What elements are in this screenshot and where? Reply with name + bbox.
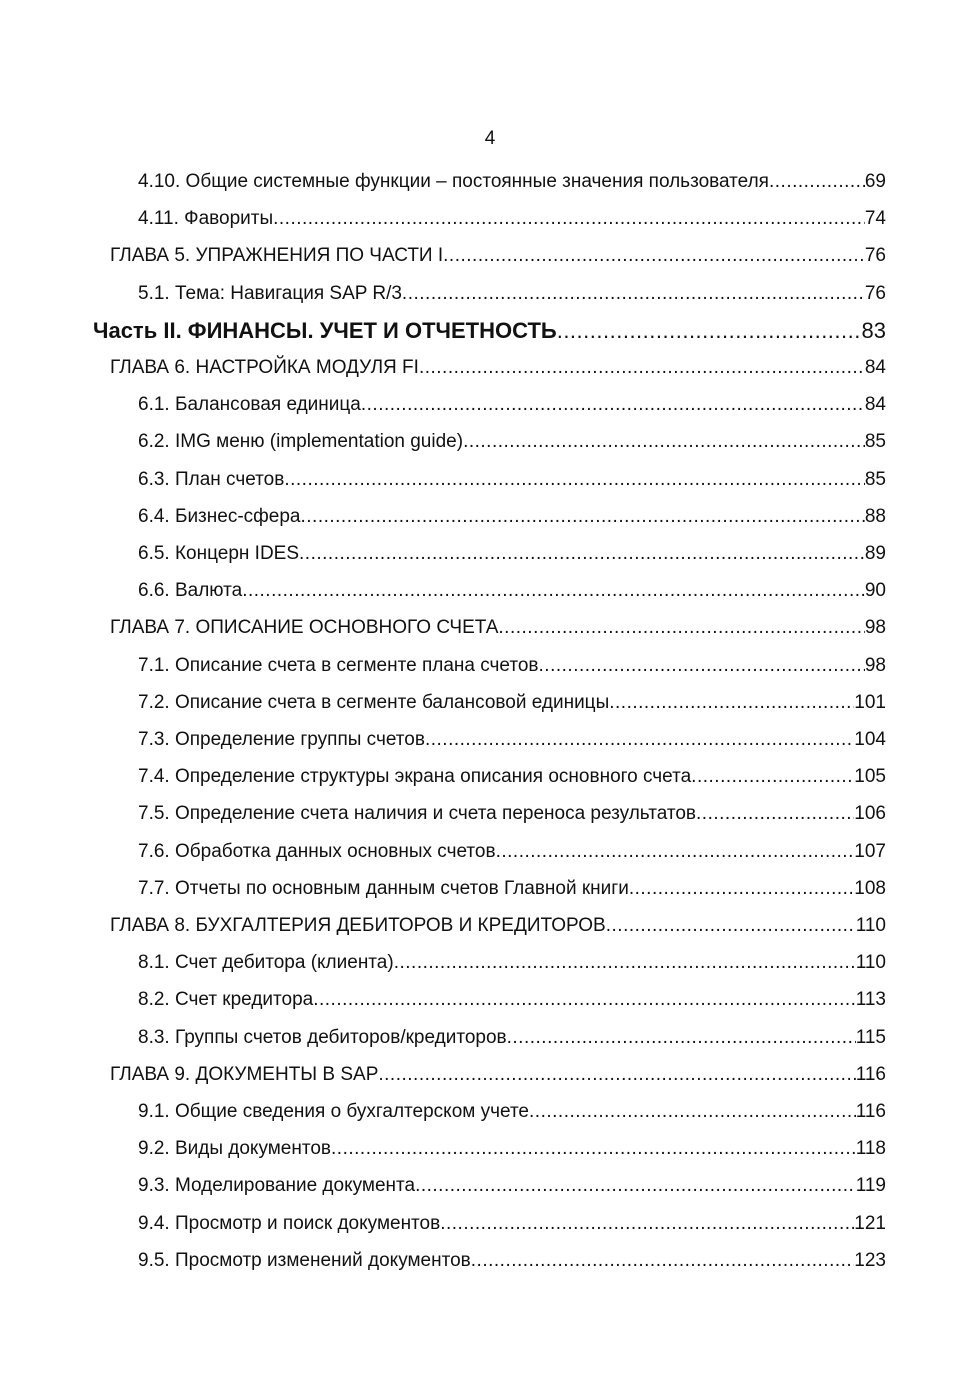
toc-dot-leader (394, 944, 856, 981)
toc-entry-page: 76 (864, 245, 886, 267)
toc-entry[interactable] (138, 981, 886, 1018)
toc-dot-leader (273, 200, 865, 237)
toc-entry-title: 4.10. Общие системные функции – постоянные значения пользователя (138, 171, 769, 192)
toc-entry-title: 9.4. Просмотр и поиск документов (138, 1212, 441, 1234)
toc-entry-page: 74 (864, 208, 886, 230)
toc-entry-title: 5.1. Тема: Навигация SAP R/3 (138, 282, 402, 304)
toc-entry-page: 118 (855, 1138, 886, 1160)
toc-dot-leader (242, 572, 865, 609)
toc-entry[interactable] (110, 1056, 886, 1093)
toc-dot-leader (300, 498, 864, 535)
toc-entry-page: 107 (854, 840, 886, 862)
toc-dot-leader (557, 312, 862, 349)
toc-entry-title: ГЛАВА 7. ОПИСАНИЕ ОСНОВНОГО СЧЕТА (110, 617, 499, 639)
toc-entry-title: 7.3. Определение группы счетов (138, 729, 425, 750)
toc-entry-page: 116 (855, 1101, 886, 1122)
toc-entry[interactable] (110, 907, 886, 944)
toc-dot-leader (606, 907, 856, 944)
toc-entry[interactable] (110, 237, 886, 274)
toc-entry[interactable] (138, 535, 886, 572)
toc-dot-leader (629, 870, 854, 907)
toc-entry-page: 115 (855, 1026, 886, 1048)
toc-entry[interactable] (138, 721, 886, 758)
toc-entry-title: 8.2. Счет кредитора (138, 989, 314, 1011)
toc-entry-page: 76 (864, 282, 886, 304)
toc-entry-page: 84 (864, 357, 886, 378)
toc-entry-title: 7.4. Определение структуры экрана описания основного счета (138, 766, 692, 788)
toc-entry[interactable] (110, 349, 886, 386)
toc-entry-title: 9.3. Моделирование документа (138, 1175, 416, 1197)
toc-entry-page: 89 (864, 543, 886, 564)
toc-entry[interactable] (138, 423, 886, 460)
toc-entry-page: 85 (864, 468, 886, 490)
toc-entry-page: 110 (855, 952, 886, 974)
toc-entry-title: ГЛАВА 6. НАСТРОЙКА МОДУЛЯ FI (110, 357, 419, 378)
toc-entry-title: 9.5. Просмотр изменений документов (138, 1249, 471, 1271)
toc-entry-page: 105 (854, 766, 886, 788)
toc-dot-leader (361, 386, 865, 423)
toc-dot-leader (425, 721, 854, 758)
toc-dot-leader (539, 647, 865, 684)
toc-entry[interactable] (138, 1205, 886, 1242)
toc-dot-leader (443, 237, 865, 274)
toc-dot-leader (378, 1056, 855, 1093)
toc-dot-leader (313, 981, 855, 1018)
toc-entry-title: 9.1. Общие сведения о бухгалтерском учете (138, 1101, 530, 1122)
toc-entry-title: 7.5. Определение счета наличия и счета переноса результатов (138, 803, 697, 825)
toc-entry[interactable] (138, 1167, 886, 1204)
toc-entry-title: 7.7. Отчеты по основным данным счетов Главной книги (138, 877, 629, 899)
toc-entry[interactable] (138, 1130, 886, 1167)
toc-entry-title: 6.2. IMG меню (implementation guide) (138, 431, 464, 453)
toc-entry[interactable] (110, 609, 886, 646)
toc-entry[interactable] (138, 572, 886, 609)
toc-dot-leader (415, 1167, 856, 1204)
toc-dot-leader (419, 349, 865, 386)
toc-entry-page: 104 (854, 729, 886, 750)
toc-entry-title: ГЛАВА 9. ДОКУМЕНТЫ В SAP (110, 1063, 379, 1085)
toc-dot-leader (609, 684, 854, 721)
toc-dot-leader (696, 795, 854, 832)
toc-entry[interactable] (138, 275, 886, 312)
toc-dot-leader (691, 758, 854, 795)
toc-entry[interactable] (138, 498, 886, 535)
toc-dot-leader (496, 833, 855, 870)
toc-entry-page: 121 (854, 1212, 886, 1234)
toc-dot-leader (498, 609, 864, 646)
toc-entry-title: 6.6. Валюта (138, 580, 243, 602)
toc-entry-title: 4.11. Фавориты (138, 208, 274, 230)
toc-dot-leader (331, 1130, 856, 1167)
toc-dot-leader (299, 535, 865, 572)
page-number: 4 (484, 128, 496, 149)
toc-dot-leader (529, 1093, 856, 1130)
toc-dot-leader (507, 1019, 856, 1056)
toc-entry-title: ГЛАВА 8. БУХГАЛТЕРИЯ ДЕБИТОРОВ И КРЕДИТОРОВ (110, 915, 606, 936)
toc-entry-page: 84 (864, 394, 886, 416)
toc-dot-leader (463, 423, 865, 460)
toc-dot-leader (440, 1205, 854, 1242)
toc-entry-title: ГЛАВА 5. УПРАЖНЕНИЯ ПО ЧАСТИ I (110, 245, 444, 267)
toc-entry-title: 6.4. Бизнес-сфера (138, 505, 301, 527)
toc-entry-page: 98 (864, 654, 886, 676)
toc-entry-page: 83 (861, 317, 886, 343)
toc-entry-title: 8.1. Счет дебитора (клиента) (138, 952, 394, 974)
toc-entry-page: 69 (864, 171, 886, 192)
toc-entry[interactable] (138, 1093, 886, 1130)
toc-entry-title: 6.1. Балансовая единица (138, 394, 361, 416)
toc-entry[interactable] (138, 163, 886, 200)
toc-dot-leader (471, 1242, 855, 1279)
toc-entry[interactable] (138, 647, 886, 684)
toc-entry-title: 6.5. Концерн IDES (138, 543, 300, 564)
toc-entry-page: 106 (854, 803, 886, 825)
toc-entry[interactable] (138, 795, 886, 832)
toc-entry-title: 6.3. План счетов (138, 468, 285, 490)
toc-entry-title: Часть II. ФИНАНСЫ. УЧЕТ И ОТЧЕТНОСТЬ (93, 317, 557, 343)
toc-entry-page: 108 (854, 877, 886, 899)
toc-entry[interactable] (138, 870, 886, 907)
toc-entry-page: 88 (864, 505, 886, 527)
toc-dot-leader (284, 461, 865, 498)
toc-entry[interactable] (138, 833, 886, 870)
toc-entry[interactable] (138, 684, 886, 721)
toc-entry[interactable] (93, 312, 886, 349)
toc-entry-title: 8.3. Группы счетов дебиторов/кредиторов (138, 1026, 507, 1048)
toc-dot-leader (769, 163, 865, 200)
toc-entry-title: 9.2. Виды документов (138, 1138, 332, 1160)
toc-entry-title: 7.2. Описание счета в сегменте балансовой единицы (138, 691, 610, 713)
toc-entry-title: 7.6. Обработка данных основных счетов (138, 840, 496, 862)
toc-entry[interactable] (138, 200, 886, 237)
toc-entry[interactable] (138, 461, 886, 498)
toc-entry-page: 98 (864, 617, 886, 639)
toc-entry[interactable] (138, 1019, 886, 1056)
toc-entry[interactable] (138, 1242, 886, 1279)
toc-dot-leader (402, 275, 865, 312)
toc-entry-page: 116 (855, 1063, 886, 1085)
toc-entry[interactable] (138, 758, 886, 795)
toc-entry-page: 110 (855, 915, 886, 936)
toc-entry-page: 113 (855, 989, 886, 1011)
toc-entry-page: 101 (854, 691, 886, 713)
toc-entry-page: 90 (864, 580, 886, 602)
toc-entry-page: 119 (855, 1175, 886, 1197)
toc-entry[interactable] (138, 944, 886, 981)
toc-entry[interactable] (138, 386, 886, 423)
toc-entry-page: 85 (864, 431, 886, 453)
toc-entry-page: 123 (854, 1249, 886, 1271)
toc-entry-title: 7.1. Описание счета в сегменте плана счетов (138, 654, 539, 676)
